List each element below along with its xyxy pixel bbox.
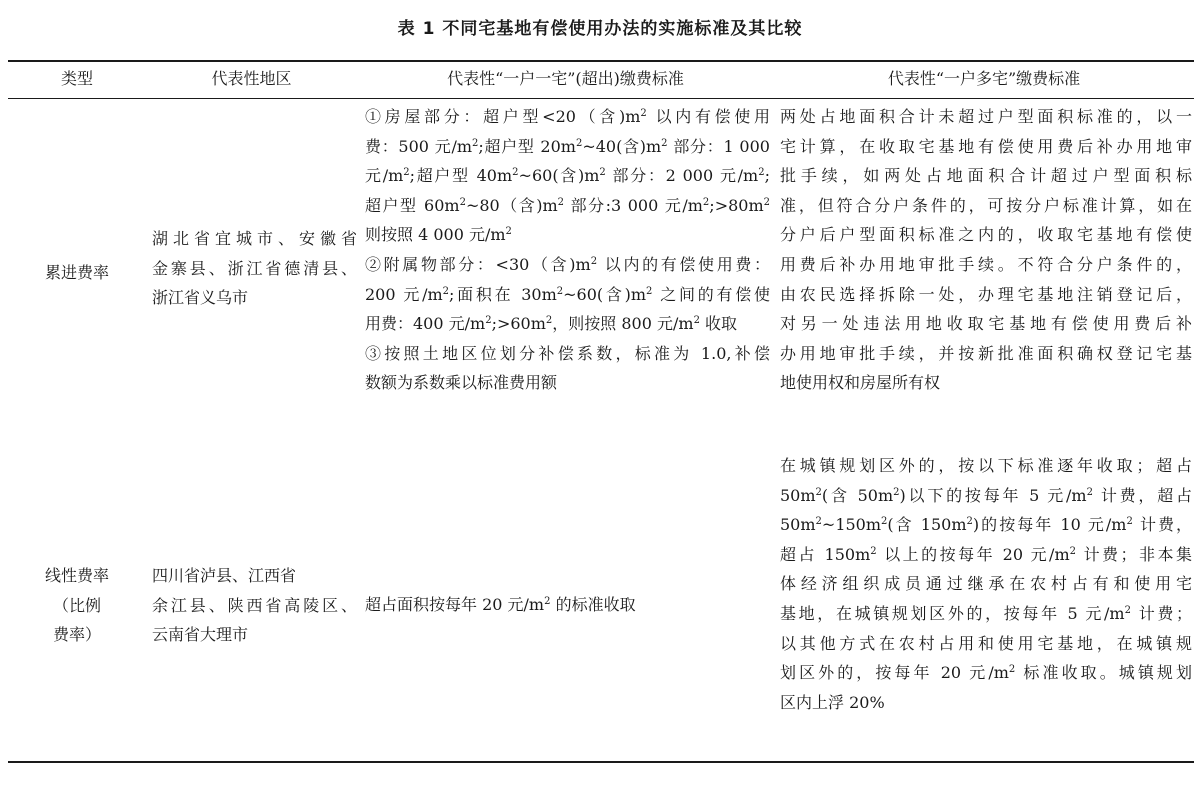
- text-line: 准，但符合分户条件的，可按分户标准计算，如在: [780, 195, 1192, 215]
- text-line: 元$/m^2$;超户型 $40m^2\sim 60$(含)$m^2$ 部分：2 000 元$/m^2$;: [365, 166, 770, 186]
- text-line: 对另一处违法用地收取宅基地有偿使用费后补: [780, 314, 1192, 334]
- text-line: 地使用权和房屋所有权: [780, 373, 941, 393]
- text-line: 200 元$/m^2$;面积在 $30m^2\sim 60$(含)$m^2$ 之间的有偿使: [365, 284, 770, 304]
- header-region: 代表性地区: [211, 69, 292, 88]
- table-title: 表 1 不同宅基地有偿使用办法的实施标准及其比较: [397, 19, 803, 39]
- text-line: ①房屋部分：超户型<20（含)$m^2$ 以内有偿使用: [365, 107, 770, 126]
- text-line: （比例: [52, 595, 101, 615]
- text-line: 在城镇规划区外的，按以下标准逐年收取；超占: [780, 456, 1192, 475]
- text-line: 以其他方式在农村占用和使用宅基地，在城镇规: [780, 633, 1192, 653]
- text-line: $50m^2\sim 150m^2$(含 $150m^2$)的按每年 10 元$/m^2$ 计费，: [780, 515, 1192, 535]
- row1-region: [152, 224, 357, 313]
- header-single-house-standard: 代表性“一户一宅”(超出)缴费标准: [447, 69, 684, 88]
- table-bottom-rule: [8, 761, 1194, 763]
- text-line: ②附属物部分：<30（含)$m^2$ 以内的有偿使用费：: [365, 254, 770, 274]
- header-multi-house-standard: 代表性“一户多宅”缴费标准: [887, 69, 1081, 88]
- text-line: 用费：400 元$/m^2;>60m^2$，则按照 800 元$/m^2$ 收取: [365, 314, 738, 334]
- text-line: 超占面积按每年 20 元$/m^2$ 的标准收取: [365, 595, 636, 614]
- text-line: 用费后补办用地审批手续。不符合分户条件的，: [780, 254, 1192, 274]
- text-line: 划区外的，按每年 20 元$/m^2$ 标准收取。城镇规划: [780, 663, 1192, 683]
- row2-multi-house-standard: [780, 451, 1192, 717]
- text-line: 四川省泸县、江西省: [152, 566, 297, 585]
- text-line: 费：500 元$/m^2$;超户型 $20m^2\sim 40$(含)$m^2$ 部分：1 000: [365, 136, 770, 156]
- text-line: 则按照 4 000 元$/m^2$: [365, 225, 512, 245]
- text-line: 湖北省宜城市、安徽省: [152, 229, 357, 248]
- text-line: 费率）: [52, 625, 101, 645]
- row2-type: [8, 561, 146, 650]
- text-line: 金寨县、浙江省德清县、: [152, 258, 357, 278]
- text-line: 线性费率: [44, 566, 109, 585]
- text-line: 超户型 $60m^2\sim 80$（含)$m^2$ 部分:3 000 元$/m^2;>80m^2$: [365, 195, 770, 215]
- text-line: $50m^2$(含 $50m^2$)以下的按每年 5 元$/m^2$ 计费，超占: [780, 485, 1192, 505]
- text-line: 基地，在城镇规划区外的，按每年 5 元$/m^2$ 计费；: [780, 603, 1192, 623]
- row1-multi-house-standard: [780, 102, 1192, 398]
- text-line: 超占 $150m^2$ 以上的按每年 20 元$/m^2$ 计费；非本集: [780, 544, 1192, 564]
- text-line: 办用地审批手续，并按新批准面积确权登记宅基: [780, 343, 1192, 363]
- text-line: 余江县、陕西省高陵区、: [152, 595, 357, 615]
- text-line: 分户后户型面积标准之内的，收取宅基地有偿使: [780, 225, 1192, 245]
- text-line: 体经济组织成员通过继承在农村占有和使用宅: [780, 574, 1192, 594]
- row2-single-house-standard: [365, 590, 770, 620]
- row1-type: [8, 258, 146, 288]
- table-header-rule: [8, 98, 1194, 99]
- text-line: 区内上浮 20%: [780, 692, 885, 712]
- text-line: 云南省大理市: [152, 625, 249, 645]
- text-line: 宅计算，在收取宅基地有偿使用费后补办用地审: [780, 136, 1192, 156]
- text-line: 浙江省义乌市: [152, 288, 249, 308]
- text-line: 数额为系数乘以标准费用额: [365, 373, 558, 393]
- header-type: 类型: [60, 69, 93, 88]
- text-line: 批手续，如两处占地面积合计超过户型面积标: [780, 166, 1192, 186]
- text-line: ③按照土地区位划分补偿系数，标准为 1.0,补偿: [365, 343, 770, 363]
- text-line: 累进费率: [44, 263, 109, 282]
- table-top-rule: [8, 60, 1194, 62]
- row1-single-house-standard: [365, 102, 770, 398]
- text-line: 由农民选择拆除一处，办理宅基地注销登记后，: [780, 284, 1192, 304]
- row2-region: [152, 561, 357, 650]
- text-line: 两处占地面积合计未超过户型面积标准的，以一: [780, 107, 1192, 126]
